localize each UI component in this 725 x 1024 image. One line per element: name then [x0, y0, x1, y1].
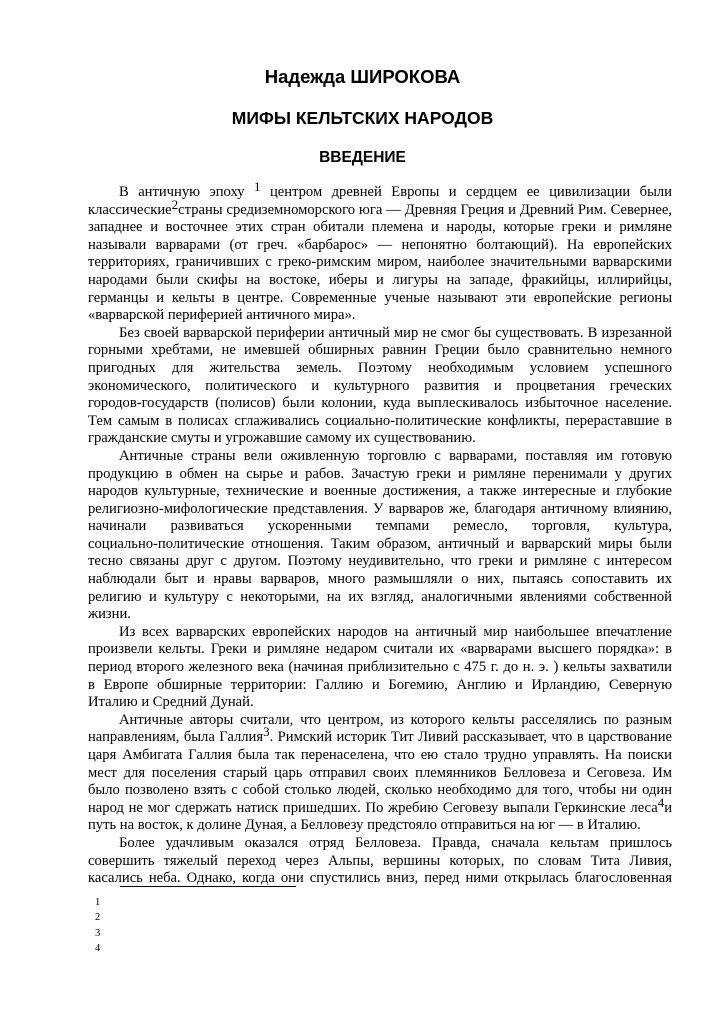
paragraph-3-line: социально-политические отношения. Таким образом, античный и варварский миры были	[88, 535, 672, 552]
paragraph-2-line: Без своей варварской периферии античный мир не смог бы существовать. В изрезанной	[119, 324, 672, 341]
paragraph-3-line: наблюдали быт и нравы варваров, много размышляли о них, пытаясь сопоставить их	[88, 571, 672, 588]
text-run: центром древней Европы и сердцем ее цивилизации были	[269, 184, 672, 200]
paragraph-3-line: религию и культуру с некоторыми, на их взгляд, аналогичными явлениями собственной	[88, 588, 672, 605]
paragraph-1-line: называли варварами (от греч. «барбарос» — непонятно болтающий). На европейских	[88, 236, 672, 253]
footnote-number: 3	[95, 927, 101, 939]
paragraph-2-line: городов-государств (полисов) были колонии, куда выплескивалось избыточное население.	[88, 395, 672, 412]
text-run: В античную эпоху	[119, 184, 245, 200]
paragraph-3-line: жизни.	[88, 606, 131, 623]
text-run: народ не мог сдержать натиск пришедших. По жребию Сеговезу выпали Геркинские леса	[88, 799, 658, 816]
paragraph-5-line	[88, 724, 672, 747]
paragraph-1-line	[88, 196, 672, 220]
footnote-number: 1	[95, 897, 101, 908]
paragraph-1-line: территориях, граничивших с греко-римским миром, наиболее значительными варварскими	[88, 254, 672, 271]
body-text	[88, 179, 672, 888]
text-run: классические	[88, 201, 172, 218]
paragraph-4-line: Из всех варварских европейских народов на античный мир наибольшее впечатление	[119, 623, 672, 640]
book-title: МИФЫ КЕЛЬТСКИХ НАРОДОВ	[231, 108, 494, 128]
paragraph-4-line: Италию и Средний Дунай.	[88, 694, 254, 711]
footnote-number: 4	[95, 942, 101, 954]
paragraph-5-line: царя Амбигата Галлия была так перенаселена, что ею стало трудно управлять. На поиски	[88, 747, 672, 763]
text-run: страны средиземноморского юга — Древняя Греция и Древний Рим. Севернее,	[178, 201, 672, 218]
paragraph-2-line: пригодных для жительства земель. Поэтому необходимым условием успешного	[88, 359, 672, 376]
paragraph-3-line: Античные страны вели оживленную торговлю с варварами, поставляя им готовую	[119, 447, 672, 464]
paragraph-5-line: мест для поселения старый царь отправил своих племянников Белловеза и Сеговеза. Им	[88, 764, 672, 781]
paragraph-2-line: Тем самым в полисах сглаживались социально-политические конфликты, перераставшие в	[88, 412, 672, 429]
paragraph-4-line: произвели кельты. Греки и римляне недаром считали их «варварами высшего порядка»: в	[88, 641, 672, 658]
paragraph-6-line: совершить тяжелый переход через Альпы, вершины которых, по словам Тита Ливия,	[88, 852, 672, 869]
author-name: Надежда ШИРОКОВА	[264, 66, 461, 87]
paragraph-1-line: германцы и кельты в центре. Современные ученые называют эти европейские регионы	[88, 289, 672, 306]
footnote-ref[interactable]: 2	[171, 196, 179, 212]
footnote-divider	[120, 886, 296, 887]
paragraph-5-line	[88, 794, 672, 818]
paragraph-3-line: народов культурные, технические и военные достижения, а также интересные и глубокие	[88, 483, 672, 500]
footnote-ref[interactable]: 4	[657, 794, 665, 810]
paragraph-4-line: в Европе обширные территории: Галлию и Богемию, Англию и Ирландию, Северную	[88, 676, 672, 693]
paragraph-3-line: тесно связаны друг с другом. Поэтому неудивительно, что греки и римляне с интересом	[88, 553, 672, 570]
paragraph-6-line: Более удачливым оказался отряд Белловеза. Правда, сначала кельтам пришлось	[119, 834, 672, 851]
text-run: . Римский историк Тит Ливий рассказывает, что в царствование	[269, 729, 672, 746]
footnotes	[95, 895, 100, 956]
paragraph-3-line: начинали развиваться ускоренными темпами ремесло, торговля, культура,	[88, 518, 672, 535]
text-run: и	[664, 799, 672, 816]
paragraph-1-line: «варварской периферией античного мира».	[88, 307, 356, 324]
paragraph-3-line: религиозно-мифологические представления. У варваров же, благодаря античному влиянию,	[88, 500, 672, 517]
paragraph-3-line: продукцию в обмен на сырье и рабов. Зачастую греки и римляне перенимали у других	[88, 465, 672, 482]
paragraph-5-line: было позволено взять с собой столько людей, сколько необходимо для того, чтобы ни один	[88, 782, 672, 799]
paragraph-1-line: народами были скифы на востоке, иберы и лигуры на западе, фракийцы, иллирийцы,	[88, 271, 672, 288]
footnote-ref[interactable]: 1	[254, 179, 261, 194]
paragraph-1-line: западнее и восточнее этих стран обитали племена и народы, которые греки и римляне	[88, 219, 672, 236]
paragraph-4-line: период второго железного века (начиная приблизительно с 475 г. до н. э. ) кельты захватили	[88, 659, 672, 676]
paragraph-2-line: горными хребтами, не имевшей обширных равнин Греции было сравнительно немного	[88, 342, 672, 359]
footnote-number: 2	[95, 912, 101, 924]
paragraph-2-line: экономического, политического и культурного развития и процветания греческих	[88, 377, 672, 394]
paragraph-6-line: касались неба. Однако, когда они спустились вниз, перед ними открылась благословенная	[88, 870, 672, 887]
paragraph-5-line: путь на восток, к долине Дуная, а Белловезу предстояло отправиться на юг — в Италию.	[88, 817, 641, 834]
footnote-ref[interactable]: 3	[263, 724, 270, 740]
section-title: ВВЕДЕНИЕ	[319, 149, 406, 166]
paragraph-5-line: Античные авторы считали, что центром, из которого кельты расселялись по разным	[119, 711, 672, 728]
paragraph-2-line: гражданские смуты и угрожавшие самому их существованию.	[88, 430, 476, 447]
text-run: направлениям, была Галлия	[88, 729, 264, 746]
